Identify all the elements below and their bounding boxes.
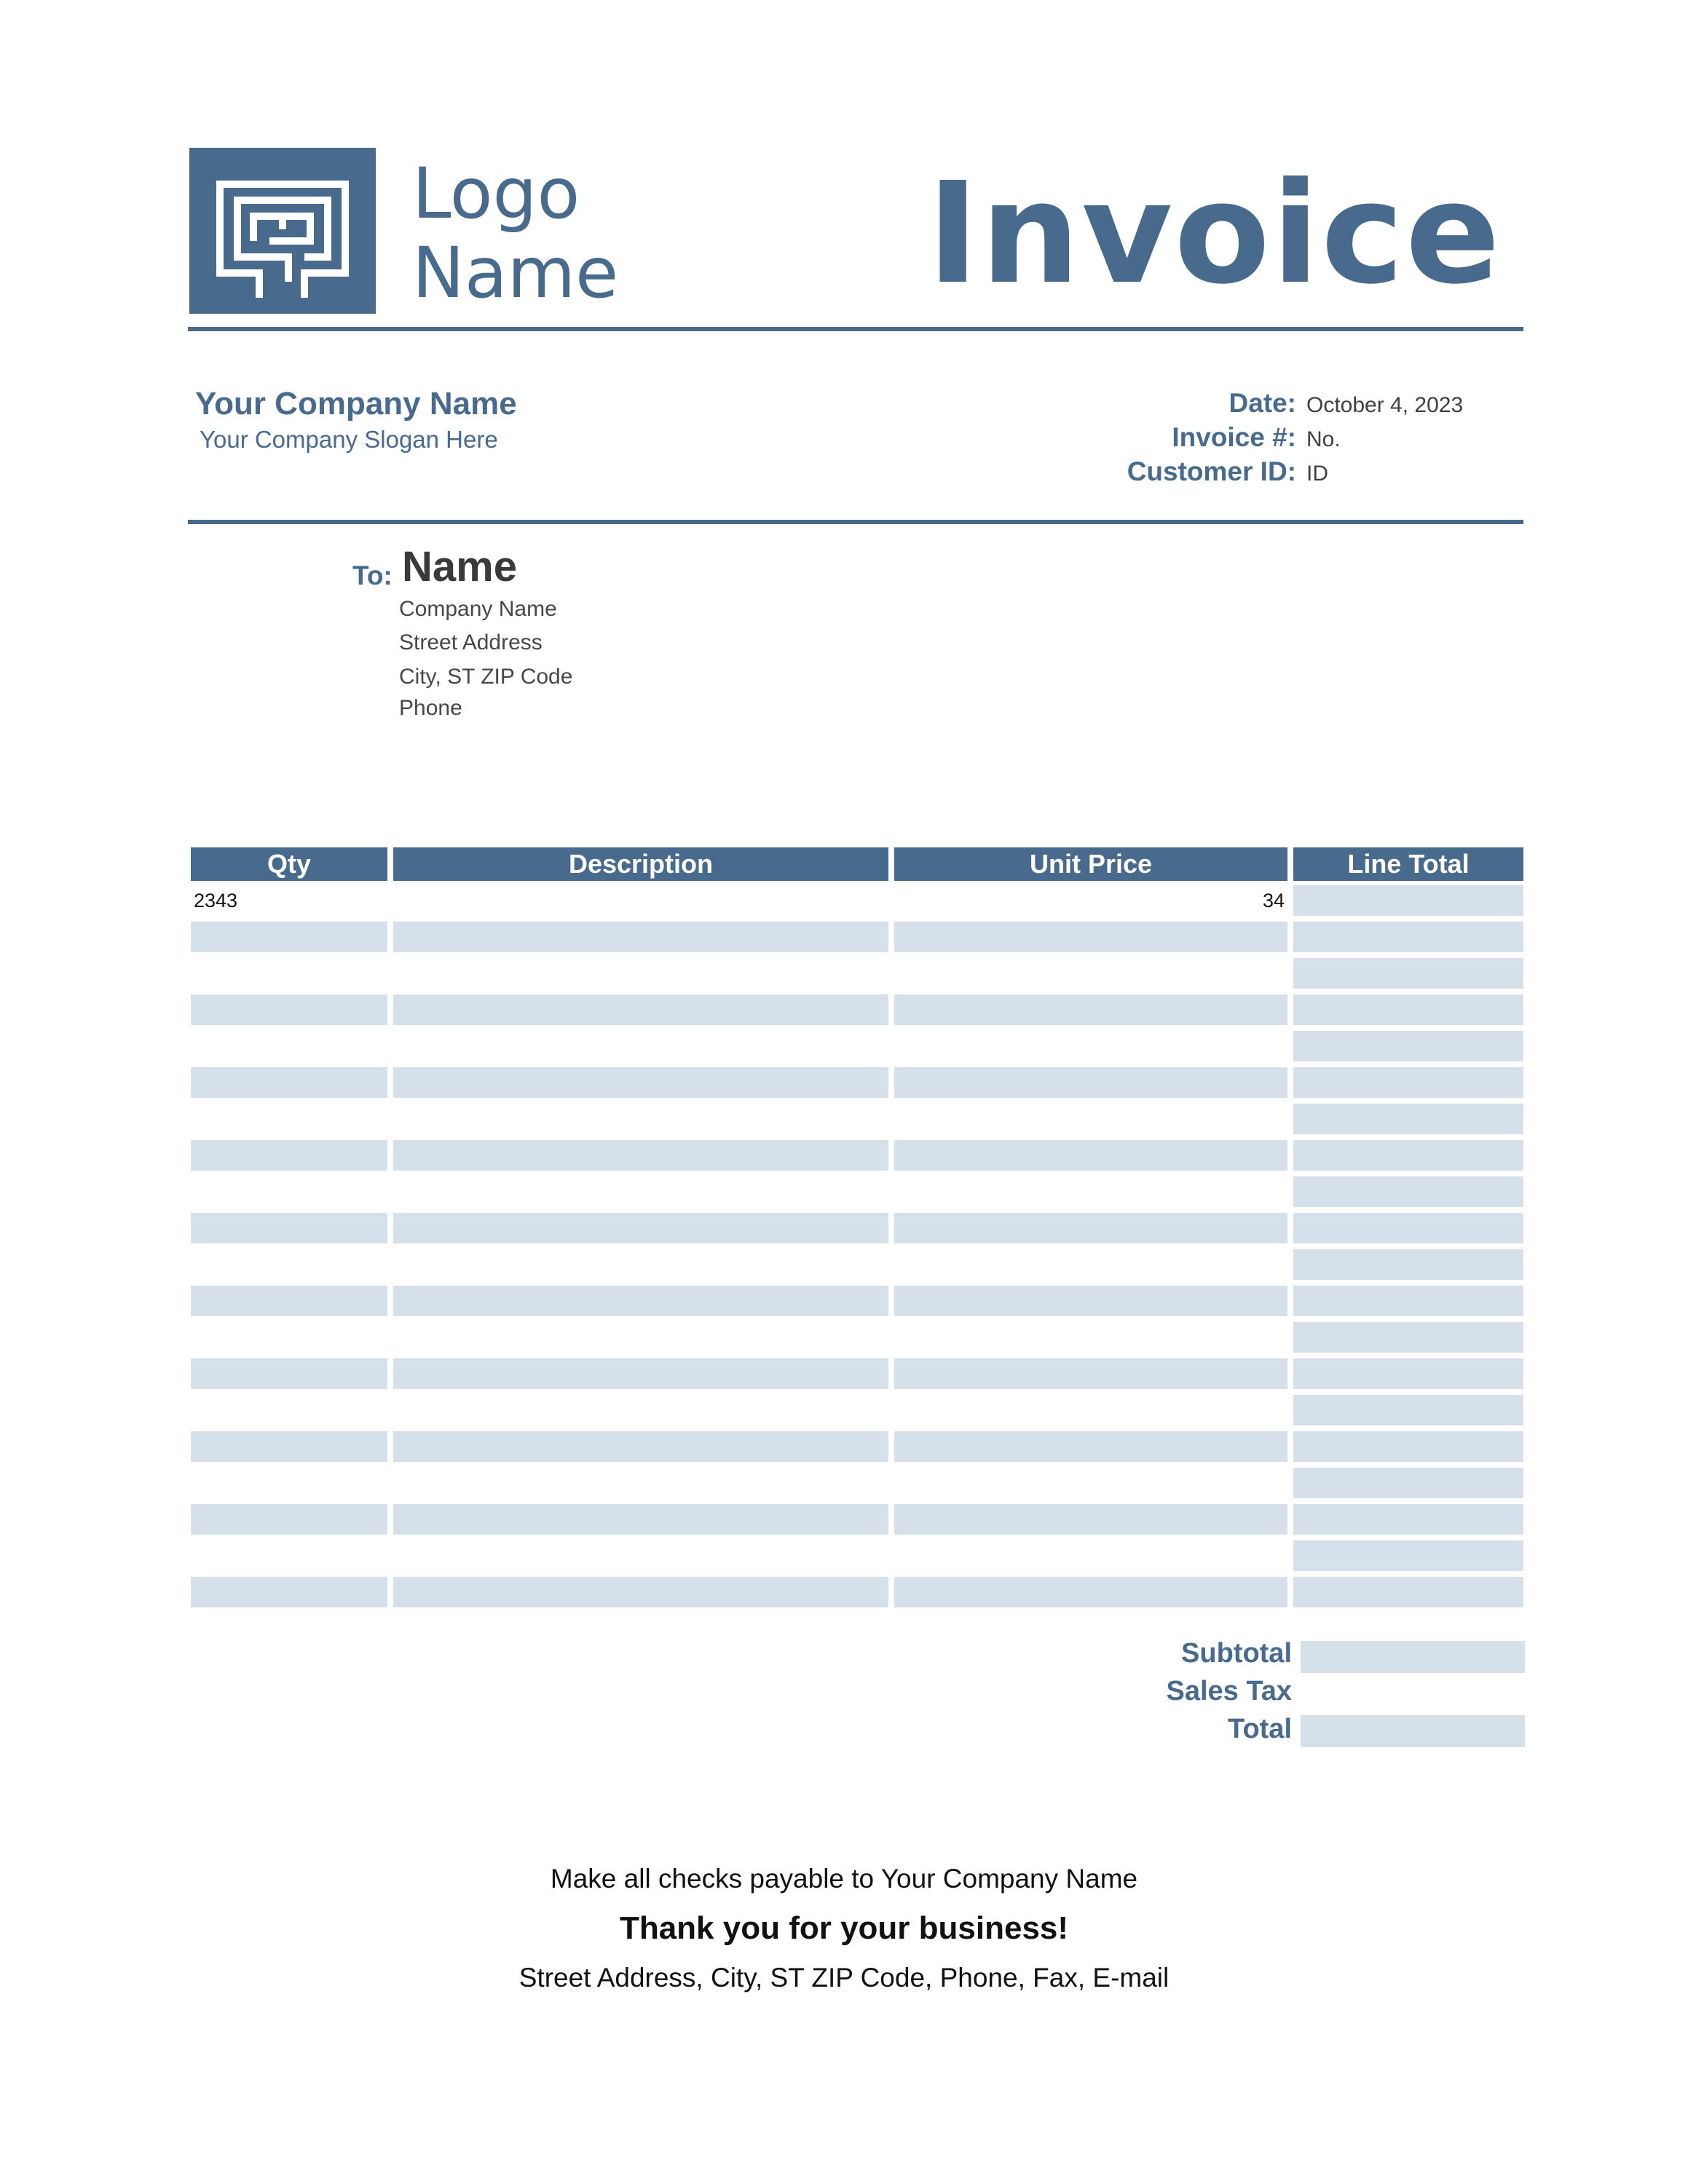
cell-unit-price[interactable] bbox=[894, 958, 1287, 989]
cell-description[interactable] bbox=[393, 1577, 888, 1607]
cell-qty[interactable] bbox=[191, 1395, 387, 1425]
company-name: Your Company Name bbox=[195, 386, 517, 422]
cell-line-total[interactable] bbox=[1293, 1431, 1523, 1462]
cell-qty[interactable] bbox=[191, 1358, 387, 1389]
cell-unit-price[interactable] bbox=[894, 1104, 1287, 1134]
cell-unit-price[interactable] bbox=[894, 885, 1287, 916]
cell-unit-price[interactable] bbox=[894, 1322, 1287, 1353]
cell-line-total[interactable] bbox=[1293, 1395, 1523, 1425]
header-line-total: Line Total bbox=[1293, 847, 1523, 881]
recipient-city: City, ST ZIP Code bbox=[399, 665, 573, 689]
cell-unit-price[interactable] bbox=[894, 1468, 1287, 1498]
cell-qty[interactable] bbox=[191, 1067, 387, 1098]
cell-unit-price[interactable] bbox=[894, 1540, 1287, 1571]
footer-thanks: Thank you for your business! bbox=[619, 1910, 1069, 1946]
cell-unit-price[interactable] bbox=[894, 1176, 1287, 1207]
to-label: To: bbox=[352, 561, 393, 590]
recipient-street: Street Address bbox=[399, 630, 543, 654]
cell-text: 2343 bbox=[194, 890, 238, 911]
cell-description[interactable] bbox=[393, 1395, 888, 1425]
cell-line-total[interactable] bbox=[1293, 1286, 1523, 1316]
invoice-number-value: No. bbox=[1306, 427, 1341, 451]
cell-qty[interactable] bbox=[191, 994, 387, 1025]
cell-qty[interactable] bbox=[191, 1213, 387, 1243]
cell-description[interactable] bbox=[393, 1249, 888, 1280]
cell-unit-price[interactable] bbox=[894, 1031, 1287, 1061]
total-value[interactable] bbox=[1301, 1715, 1525, 1747]
total-label: Total bbox=[1228, 1714, 1292, 1744]
cell-qty[interactable] bbox=[191, 1286, 387, 1316]
cell-unit-price[interactable] bbox=[894, 1249, 1287, 1280]
cell-description[interactable] bbox=[393, 1468, 888, 1498]
customer-id-value: ID bbox=[1306, 462, 1328, 486]
header-unit-price: Unit Price bbox=[894, 847, 1287, 881]
cell-unit-price[interactable] bbox=[894, 1286, 1287, 1316]
cell-qty[interactable] bbox=[191, 885, 387, 916]
recipient-name: Name bbox=[402, 543, 517, 590]
recipient-company: Company Name bbox=[399, 597, 557, 621]
cell-line-total[interactable] bbox=[1293, 1468, 1523, 1498]
invoice-meta bbox=[1005, 388, 1529, 491]
cell-qty[interactable] bbox=[191, 1504, 387, 1535]
cell-line-total[interactable] bbox=[1293, 1322, 1523, 1353]
subtotal-value[interactable] bbox=[1301, 1641, 1525, 1673]
cell-line-total[interactable] bbox=[1293, 1067, 1523, 1098]
cell-line-total[interactable] bbox=[1293, 994, 1523, 1025]
cell-line-total[interactable] bbox=[1293, 1577, 1523, 1607]
customer-id-row bbox=[1005, 456, 1529, 491]
cell-qty[interactable] bbox=[191, 1468, 387, 1498]
cell-description[interactable] bbox=[393, 1031, 888, 1061]
cell-qty[interactable] bbox=[191, 1031, 387, 1061]
cell-description[interactable] bbox=[393, 1504, 888, 1535]
cell-line-total[interactable] bbox=[1293, 1104, 1523, 1134]
header-divider bbox=[188, 327, 1523, 331]
cell-qty[interactable] bbox=[191, 922, 387, 952]
cell-qty[interactable] bbox=[191, 1540, 387, 1571]
date-label: Date: bbox=[1228, 388, 1296, 418]
cell-unit-price[interactable] bbox=[894, 1213, 1287, 1243]
cell-line-total[interactable] bbox=[1293, 1249, 1523, 1280]
cell-text: 34 bbox=[1262, 890, 1285, 911]
footer-address: Street Address, City, ST ZIP Code, Phone, Fax, E-mail bbox=[518, 1963, 1170, 1993]
cell-qty[interactable] bbox=[191, 1176, 387, 1207]
cell-description[interactable] bbox=[393, 1104, 888, 1134]
cell-line-total[interactable] bbox=[1293, 958, 1523, 989]
cell-qty[interactable] bbox=[191, 1140, 387, 1171]
cell-unit-price[interactable] bbox=[894, 1140, 1287, 1171]
cell-description[interactable] bbox=[393, 1176, 888, 1207]
cell-unit-price[interactable] bbox=[894, 1067, 1287, 1098]
header-qty: Qty bbox=[191, 847, 387, 881]
cell-qty[interactable] bbox=[191, 1322, 387, 1353]
cell-unit-price[interactable] bbox=[894, 994, 1287, 1025]
meta-divider bbox=[188, 520, 1523, 524]
cell-qty[interactable] bbox=[191, 1431, 387, 1462]
cell-qty[interactable] bbox=[191, 1104, 387, 1134]
cell-line-total[interactable] bbox=[1293, 1140, 1523, 1171]
logo-line-1: Logo bbox=[412, 153, 580, 234]
cell-description[interactable] bbox=[393, 1358, 888, 1389]
cell-unit-price[interactable] bbox=[894, 1395, 1287, 1425]
invoice-number-label: Invoice #: bbox=[1172, 422, 1296, 452]
company-slogan: Your Company Slogan Here bbox=[200, 426, 498, 453]
cell-description[interactable] bbox=[393, 885, 888, 916]
logo-name bbox=[412, 154, 645, 313]
cell-line-total[interactable] bbox=[1293, 1504, 1523, 1535]
invoice-number-row bbox=[1005, 422, 1529, 456]
logo-line-2: Name bbox=[412, 232, 619, 314]
cell-unit-price[interactable] bbox=[894, 1577, 1287, 1607]
cell-unit-price[interactable] bbox=[894, 1358, 1287, 1389]
cell-line-total[interactable] bbox=[1293, 1213, 1523, 1243]
date-value: October 4, 2023 bbox=[1306, 393, 1464, 417]
date-row bbox=[1005, 388, 1529, 422]
cell-unit-price[interactable] bbox=[894, 922, 1287, 952]
customer-id-label: Customer ID: bbox=[1127, 456, 1296, 486]
footer-checks-payable: Make all checks payable to Your Company Name bbox=[550, 1864, 1138, 1894]
cell-description[interactable] bbox=[393, 958, 888, 989]
cell-line-total[interactable] bbox=[1293, 885, 1523, 916]
cell-line-total[interactable] bbox=[1293, 1031, 1523, 1061]
cell-description[interactable] bbox=[393, 1286, 888, 1316]
cell-description[interactable] bbox=[393, 1540, 888, 1571]
cell-description[interactable] bbox=[393, 1213, 888, 1243]
cell-qty[interactable] bbox=[191, 958, 387, 989]
cell-description[interactable] bbox=[393, 1322, 888, 1353]
cell-line-total[interactable] bbox=[1293, 1358, 1523, 1389]
invoice-title: Invoice bbox=[926, 153, 1502, 315]
cell-line-total[interactable] bbox=[1293, 1540, 1523, 1571]
subtotal-label: Subtotal bbox=[1181, 1638, 1292, 1669]
header-description: Description bbox=[393, 847, 888, 881]
maze-logo-icon bbox=[189, 148, 376, 314]
cell-line-total[interactable] bbox=[1293, 922, 1523, 952]
cell-description[interactable] bbox=[393, 1140, 888, 1171]
cell-qty[interactable] bbox=[191, 1577, 387, 1607]
cell-line-total[interactable] bbox=[1293, 1176, 1523, 1207]
line-items-table bbox=[191, 847, 1523, 1765]
cell-description[interactable] bbox=[393, 1067, 888, 1098]
cell-unit-price[interactable] bbox=[894, 1504, 1287, 1535]
cell-description[interactable] bbox=[393, 1431, 888, 1462]
cell-qty[interactable] bbox=[191, 1249, 387, 1280]
cell-description[interactable] bbox=[393, 994, 888, 1025]
cell-unit-price[interactable] bbox=[894, 1431, 1287, 1462]
cell-description[interactable] bbox=[393, 922, 888, 952]
sales-tax-label: Sales Tax bbox=[1166, 1676, 1292, 1706]
recipient-phone: Phone bbox=[399, 696, 462, 720]
